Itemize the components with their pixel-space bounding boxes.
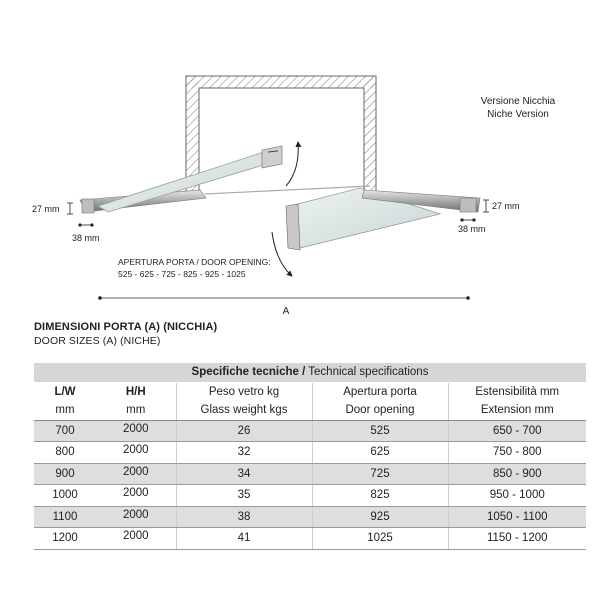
cell-door-opening: 525 (312, 420, 448, 442)
cell-hh: 2000 (96, 442, 176, 464)
spec-header-row (34, 382, 586, 401)
cell-glass-weight: 41 (176, 528, 312, 550)
cell-lw: 1100 (34, 506, 96, 528)
cell-hh: 2000 (96, 528, 176, 550)
section-subtitle: DOOR SIZES (A) (NICHE) (34, 335, 161, 347)
cell-glass-weight: 34 (176, 463, 312, 485)
dim-38-right: 38 mm (458, 224, 486, 234)
opening-values: 525 - 625 - 725 - 825 - 925 - 1025 (118, 269, 246, 279)
cell-hh: 2000 (96, 463, 176, 485)
unit-extension: Extension mm (448, 401, 586, 420)
cell-lw: 700 (34, 420, 96, 442)
cell-extension: 1150 - 1200 (448, 528, 586, 550)
swing-arrow-up-icon (286, 142, 298, 186)
unit-lw: mm (34, 401, 96, 420)
table-row (34, 528, 586, 550)
cell-extension: 1050 - 1100 (448, 506, 586, 528)
cell-glass-weight: 26 (176, 420, 312, 442)
unit-hh: mm (96, 401, 176, 420)
cell-door-opening: 925 (312, 506, 448, 528)
table-row (34, 463, 586, 485)
table-row (34, 420, 586, 442)
cell-hh: 2000 (96, 420, 176, 442)
cell-lw: 800 (34, 442, 96, 464)
unit-door-opening: Door opening (312, 401, 448, 420)
spec-title-bold: Specifiche tecniche / (191, 366, 306, 379)
cell-hh: 2000 (96, 506, 176, 528)
table-row (34, 506, 586, 528)
spec-table (34, 363, 586, 550)
cell-extension: 950 - 1000 (448, 485, 586, 507)
header-lw: L/W (34, 382, 96, 401)
unit-glass-weight: Glass weight kgs (176, 401, 312, 420)
dim-27-right: 27 mm (492, 201, 520, 211)
cell-lw: 900 (34, 463, 96, 485)
cell-extension: 850 - 900 (448, 463, 586, 485)
cell-door-opening: 625 (312, 442, 448, 464)
cell-glass-weight: 38 (176, 506, 312, 528)
cell-door-opening: 1025 (312, 528, 448, 550)
cell-hh: 2000 (96, 485, 176, 507)
niche-version-en: Niche Version (487, 109, 549, 120)
spec-table-title-row (34, 363, 586, 382)
spec-units-row (34, 401, 586, 420)
header-glass-weight: Peso vetro kg (176, 382, 312, 401)
table-row (34, 485, 586, 507)
cell-lw: 1200 (34, 528, 96, 550)
header-extension: Estensibilità mm (448, 382, 586, 401)
table-row (34, 442, 586, 464)
spec-table-title (34, 363, 586, 382)
size-headings (34, 321, 574, 347)
section-title: DIMENSIONI PORTA (A) (NICCHIA) (34, 321, 218, 333)
niche-version-it: Versione Nicchia (480, 96, 556, 107)
width-label: A (282, 306, 290, 317)
dim-38-left: 38 mm (72, 233, 100, 243)
header-hh: H/H (96, 382, 176, 401)
dim-27-left: 27 mm (32, 204, 60, 214)
cell-door-opening: 825 (312, 485, 448, 507)
cell-glass-weight: 32 (176, 442, 312, 464)
cell-extension: 650 - 700 (448, 420, 586, 442)
opening-title: APERTURA PORTA / DOOR OPENING: (118, 257, 271, 267)
cell-extension: 750 - 800 (448, 442, 586, 464)
cell-glass-weight: 35 (176, 485, 312, 507)
cell-door-opening: 725 (312, 463, 448, 485)
cell-lw: 1000 (34, 485, 96, 507)
header-door-opening: Apertura porta (312, 382, 448, 401)
spec-title-rest: Technical specifications (305, 366, 429, 379)
